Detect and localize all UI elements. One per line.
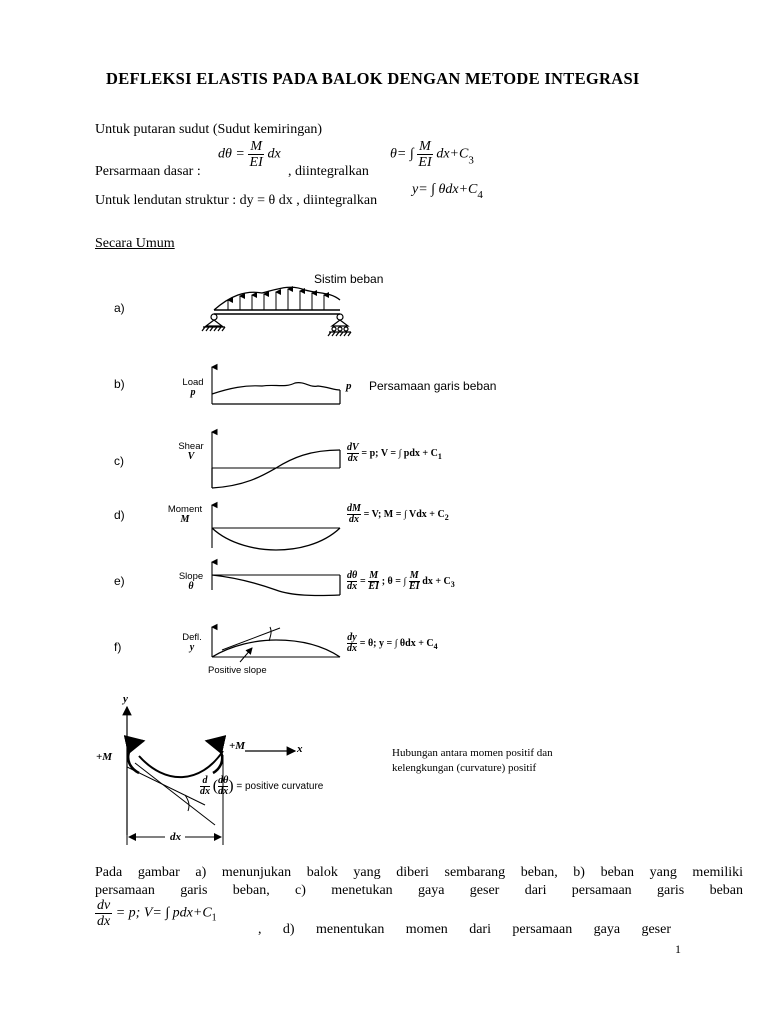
deflection-equation (347, 633, 438, 654)
roller-support-right (328, 314, 351, 336)
moment-label-sym: M (180, 514, 190, 525)
shear-equation-rest: = p; V = ∫ pdx + C (361, 448, 438, 459)
pin-support-left (202, 314, 225, 331)
shear-equation (347, 443, 442, 464)
slope-equation-fraction (347, 571, 357, 592)
curvature-x-label: x (297, 743, 303, 755)
moment-equation (347, 504, 449, 525)
basic-equation-lhs: dθ = (218, 146, 245, 162)
curvature-equation-outer (200, 776, 210, 797)
positive-slope-label: Positive slope (208, 665, 267, 676)
intro-line-1: Untuk putaran sudut (Sudut kemiringan) (95, 122, 323, 137)
moment-equation-den: dx (348, 514, 359, 525)
paragraph-line-3-tail: , d) menentukan momen dari persamaan gaya geser (258, 922, 671, 937)
slope-integral-lhs: θ= ∫ (390, 146, 414, 162)
curvature-dx: dx (200, 786, 210, 797)
basic-equation-den: EI (249, 155, 263, 170)
page-number: 1 (675, 942, 681, 956)
moment-equation-num: dM (347, 503, 361, 514)
deflection-equation-sub: 4 (433, 642, 438, 652)
curvature-y-label: y (123, 693, 128, 705)
slope-label (172, 572, 210, 592)
load-equation-text: Persamaan garis beban (369, 379, 497, 393)
section-heading: Secara Umum (95, 236, 175, 251)
moment-equation-fraction (347, 504, 361, 525)
basic-equation-num: M (250, 139, 262, 154)
moment-label-word: Moment (167, 504, 203, 515)
paragraph-equation-den: dx (97, 914, 111, 929)
deflection-label (174, 633, 210, 653)
curvature-diagram (95, 695, 335, 855)
paragraph-equation-num: dv (97, 898, 111, 913)
slope-equation (347, 571, 455, 592)
load-curve (214, 287, 340, 310)
load-label (176, 378, 210, 398)
slope-diagram (212, 562, 340, 595)
slope-equation-rest2: dx + C (422, 576, 451, 587)
shear-equation-den: dx (347, 453, 358, 464)
shear-equation-sub: 1 (437, 452, 442, 462)
loaded-beam (202, 287, 351, 336)
moment-equation-rest: = V; M = ∫ Vdx + C (363, 509, 445, 520)
shear-label (172, 442, 210, 462)
shear-equation-num: dV (347, 442, 359, 453)
row-label-f: f) (114, 640, 122, 654)
dx-label: dx (170, 831, 181, 843)
shear-diagram (212, 432, 340, 488)
slope-equation-fnum: M (369, 570, 379, 581)
paragraph-equation (95, 898, 217, 929)
curvature-caption-1: Hubungan antara momen positif dan (392, 747, 553, 759)
load-label-word: Load (182, 377, 204, 388)
slope-integral-tail: dx+C (436, 146, 469, 162)
slope-integral-sub: 3 (468, 154, 474, 167)
load-diagram (212, 367, 340, 404)
basic-equation-tail: dx (267, 146, 281, 162)
curvature-equation: $\frac{d}{dx}$ ( $\frac{d\theta}{dx}$ ) = positive curvature (200, 775, 324, 797)
shear-equation-fraction (347, 443, 359, 464)
load-label-sym: p (190, 387, 196, 398)
moment-label (162, 505, 208, 525)
slope-equation-fraction-2 (368, 571, 379, 592)
curvature-text: = positive curvature (236, 781, 324, 792)
figure-caption: Sistim beban (314, 272, 384, 286)
slope-equation-sub: 3 (450, 580, 455, 590)
slope-equation-fnum2: M (409, 570, 419, 581)
row-label-b: b) (114, 377, 125, 391)
row-label-a: a) (114, 301, 125, 315)
intro-line-2-middle: , diintegralkan (288, 164, 369, 179)
curvature-caption-2: kelengkungan (curvature) positif (392, 762, 537, 774)
shear-label-word: Shear (178, 441, 204, 452)
intro-line-3-label: Untuk lendutan struktur : dy = θ dx , diintegralkan (95, 193, 378, 208)
deflection-equation-den: dx (347, 643, 357, 654)
slope-equation-mid: = (359, 576, 366, 587)
moment-equation-sub: 2 (444, 513, 449, 523)
left-moment-label: +M (96, 751, 113, 763)
deflection-diagram (212, 627, 340, 662)
paragraph-equation-rest: = p; V= ∫ pdx+C (115, 905, 212, 921)
slope-integral-num: M (419, 139, 431, 154)
shear-label-sym: V (187, 451, 195, 462)
paragraph-equation-fraction (95, 898, 112, 929)
slope-equation-fraction-3 (409, 571, 420, 592)
deflection-integral-text: y= ∫ θdx+C (412, 182, 478, 197)
slope-equation-rest: ; θ = ∫ (381, 576, 407, 587)
slope-label-word: Slope (178, 571, 204, 582)
tangent-line-1 (127, 767, 205, 805)
slope-integral-den: EI (418, 155, 432, 170)
moment-arrow-right (207, 741, 222, 773)
page-title: DEFLEKSI ELASTIS PADA BALOK DENGAN METODE INTEGRASI (106, 69, 640, 88)
curved-element (139, 751, 223, 777)
deflection-label-word: Defl. (182, 632, 202, 643)
curvature-equation-inner (218, 776, 228, 797)
load-equation-symbol: p (346, 380, 352, 392)
deflection-label-sym: y (189, 642, 195, 653)
row-label-e: e) (114, 574, 125, 588)
paragraph-line-1: Pada gambar a) menunjukan balok yang diberi sembarang beban, b) beban yang memiliki (95, 865, 743, 880)
slope-equation-den: dx (347, 581, 358, 592)
paragraph-equation-sub: 1 (211, 912, 217, 924)
slope-equation-fden2: EI (408, 581, 420, 592)
moment-diagram (212, 505, 340, 550)
curvature-inner-den: dx (218, 786, 229, 797)
slope-equation-num: dθ (347, 570, 358, 581)
slope-equation-fden: EI (368, 581, 379, 592)
deflection-equation-rest: = θ; y = ∫ θdx + C (359, 638, 434, 649)
row-label-c: c) (114, 454, 124, 468)
deflection-equation-num: dy (347, 632, 357, 643)
deflection-integral-sub: 4 (477, 189, 483, 201)
curvature-inner-num: dθ (218, 775, 229, 786)
deflection-equation-fraction (347, 633, 357, 654)
paragraph-line-2: persamaan garis beban, c) menetukan gaya geser dari persamaan garis beban (95, 883, 743, 898)
curvature-d: d (200, 776, 210, 787)
slope-label-sym: θ (188, 581, 194, 592)
right-moment-label: +M (229, 740, 246, 752)
load-arrows (228, 289, 324, 310)
intro-line-2-label: Persarmaan dasar : (95, 164, 201, 179)
row-label-d: d) (114, 508, 125, 522)
